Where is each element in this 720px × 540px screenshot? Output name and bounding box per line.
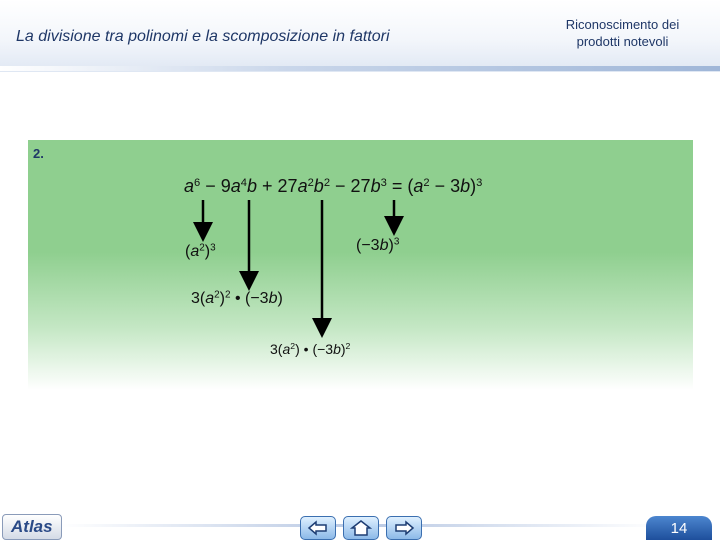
exercise-number: 2. bbox=[33, 146, 44, 161]
term-cube-a: $(a^2)^3$ bbox=[185, 242, 216, 260]
page-title: La divisione tra polinomi e la scomposizione in fattori bbox=[16, 28, 390, 45]
section-title-line1: Riconoscimento dei bbox=[565, 17, 680, 32]
atlas-logo: Atlas bbox=[2, 514, 62, 540]
term-triple-product-1: $3(a^2)^2$ • (−3b) bbox=[191, 289, 283, 307]
next-button[interactable] bbox=[386, 516, 422, 540]
section-title-line2: prodotti notevoli bbox=[576, 34, 669, 49]
main-equation: $a^6 - 9a^4b + 27a^2b^2 - 27b^3 = (a^2 - 3b)^3$ bbox=[184, 176, 483, 196]
page-number: 14 bbox=[670, 520, 688, 537]
home-button[interactable] bbox=[343, 516, 379, 540]
page-number-badge bbox=[646, 516, 712, 540]
term-cube-b: $(-3b)^3$ bbox=[356, 236, 400, 254]
arrow-right-icon bbox=[393, 519, 415, 537]
home-icon bbox=[350, 519, 372, 537]
arrow-left-icon bbox=[307, 519, 329, 537]
term-triple-product-2: $3(a^2)$ • $(-3b)^2$ bbox=[270, 341, 351, 357]
back-button[interactable] bbox=[300, 516, 336, 540]
